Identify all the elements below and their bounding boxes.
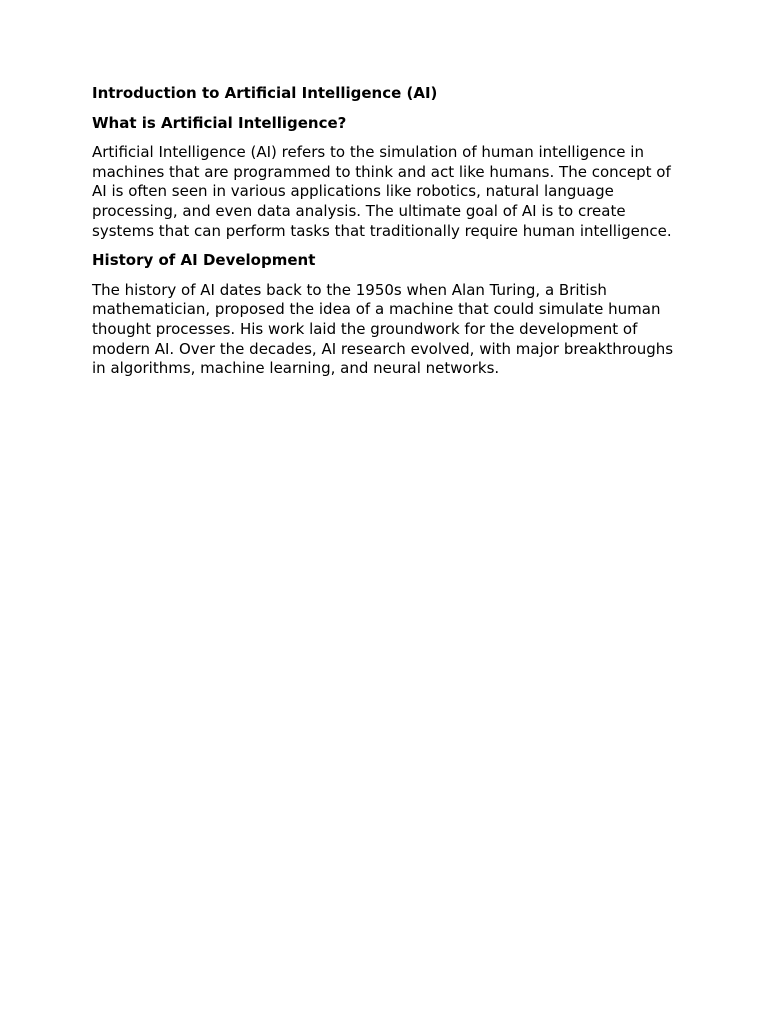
document-title: Introduction to Artificial Intelligence (AI)	[92, 84, 438, 102]
section-paragraph-what-is-ai: Artificial Intelligence (AI) refers to the simulation of human intelligence in machines that are programmed to think and act like humans. The concept of AI is often seen in various applications like robotics, natural language processing, and even data analysis. The ultimate goal of AI is to create systems that can perform tasks that traditionally require human intelligence.	[92, 143, 672, 240]
section-paragraph-history: The history of AI dates back to the 1950s when Alan Turing, a British mathematician, proposed the idea of a machine that could simulate human thought processes. His work laid the groundwork for the development of modern AI. Over the decades, AI research evolved, with major breakthroughs in algorithms, machine learning, and neural networks.	[92, 280, 674, 378]
document-body	[92, 84, 676, 389]
section-heading-what-is-ai: What is Artificial Intelligence?	[92, 113, 347, 132]
section-heading-history: History of AI Development	[92, 251, 316, 270]
